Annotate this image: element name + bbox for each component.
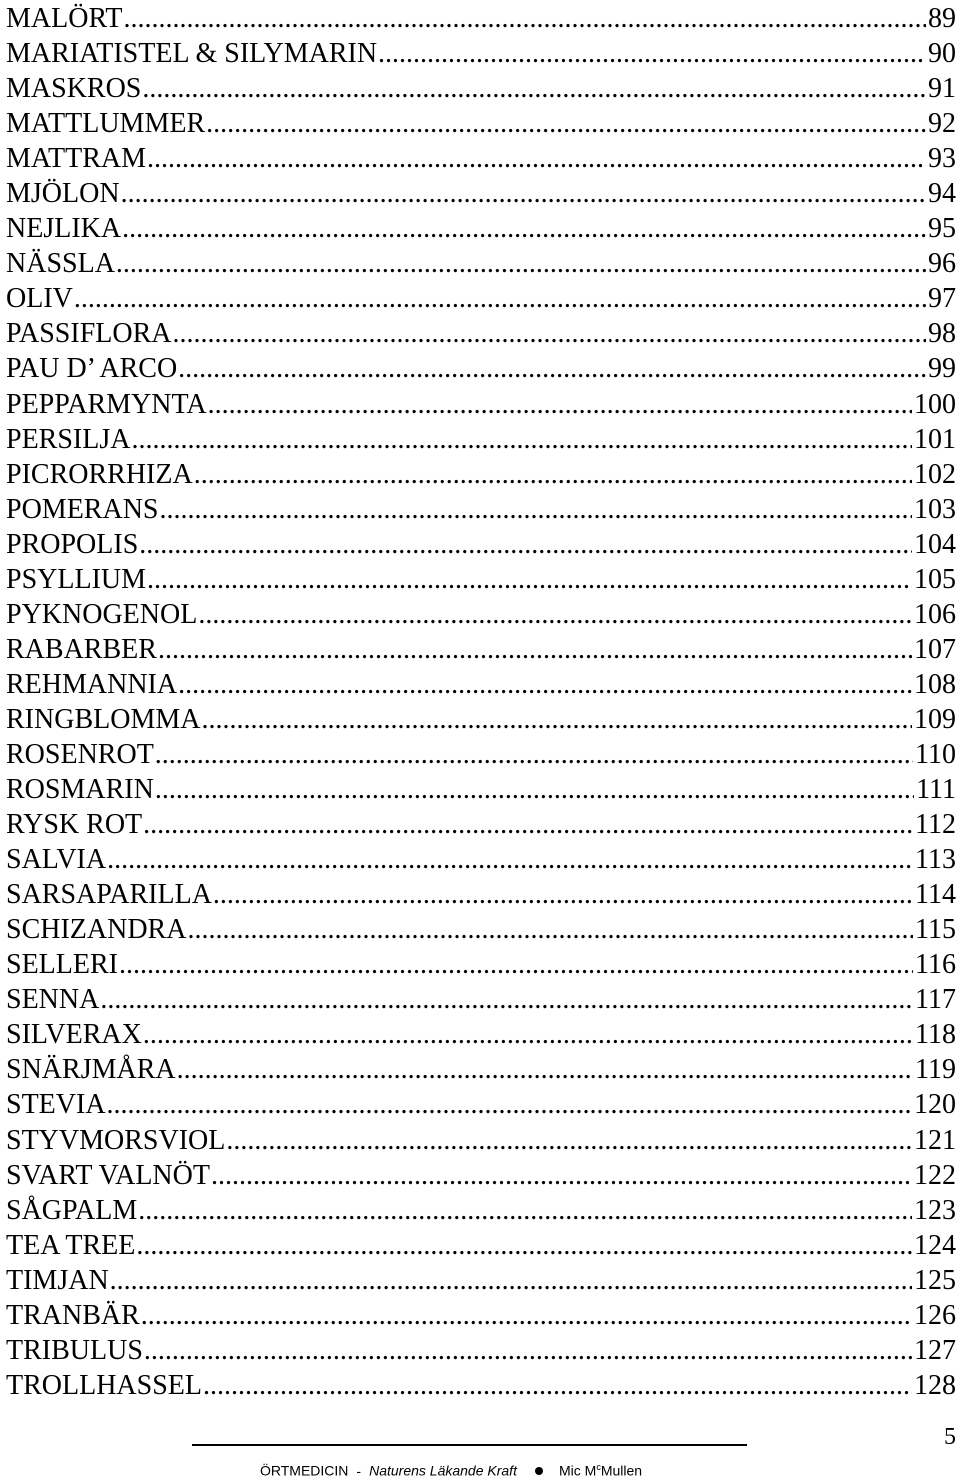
toc-entry-name: TROLLHASSEL xyxy=(6,1369,202,1401)
toc-entry[interactable] xyxy=(6,492,956,527)
toc-dot-leader xyxy=(139,527,912,562)
toc-entry-page: 115 xyxy=(915,914,956,946)
toc-entry-page: 110 xyxy=(915,738,956,770)
toc-dot-leader xyxy=(187,912,913,947)
toc-entry-name: SELLERI xyxy=(6,949,118,981)
toc-entry[interactable] xyxy=(6,71,956,106)
toc-entry-page: 122 xyxy=(914,1159,956,1191)
footer xyxy=(260,1458,642,1480)
toc-dot-leader xyxy=(121,176,926,211)
toc-entry[interactable] xyxy=(6,1017,956,1052)
toc-entry-page: 119 xyxy=(915,1054,956,1086)
toc-entry-page: 121 xyxy=(914,1124,956,1156)
toc-entry[interactable] xyxy=(6,912,956,947)
toc-entry[interactable] xyxy=(6,842,956,877)
toc-entry-name: SENNA xyxy=(6,984,100,1016)
toc-dot-leader xyxy=(158,632,912,667)
toc-entry[interactable] xyxy=(6,982,956,1017)
toc-entry-page: 128 xyxy=(914,1369,956,1401)
toc-entry-name: ROSENROT xyxy=(6,738,154,770)
toc-entry-name: TEA TREE xyxy=(6,1229,136,1261)
footer-author-superscript: c xyxy=(596,1462,601,1472)
toc-entry-name: NÄSSLA xyxy=(6,248,115,280)
toc-entry[interactable] xyxy=(6,1228,956,1263)
toc-entry-name: MATTLUMMER xyxy=(6,108,206,140)
toc-entry-name: MATTRAM xyxy=(6,143,147,175)
toc-entry[interactable] xyxy=(6,597,956,632)
toc-entry-name: PYKNOGENOL xyxy=(6,598,198,630)
toc-entry-page: 102 xyxy=(914,458,956,490)
toc-dot-leader xyxy=(155,772,914,807)
toc-entry[interactable] xyxy=(6,1263,956,1298)
toc-entry-page: 95 xyxy=(928,213,956,245)
toc-entry[interactable] xyxy=(6,632,956,667)
toc-entry-name: SARSAPARILLA xyxy=(6,879,212,911)
toc-entry-name: SVART VALNÖT xyxy=(6,1159,210,1191)
toc-dot-leader xyxy=(198,597,912,632)
toc-entry[interactable] xyxy=(6,772,956,807)
toc-dot-leader xyxy=(226,1123,912,1158)
toc-entry-name: RABARBER xyxy=(6,633,157,665)
toc-entry-name: PERSILJA xyxy=(6,423,131,455)
toc-entry[interactable] xyxy=(6,387,956,422)
toc-dot-leader xyxy=(147,141,926,176)
toc-entry-name: MALÖRT xyxy=(6,3,123,34)
toc-entry-name: REHMANNIA xyxy=(6,668,178,700)
toc-entry[interactable] xyxy=(6,1052,956,1087)
toc-entry-page: 112 xyxy=(915,809,956,841)
toc-entry-page: 97 xyxy=(928,283,956,315)
toc-entry-name: MARIATISTEL & SILYMARIN xyxy=(6,38,378,70)
toc-entry-name: SCHIZANDRA xyxy=(6,914,187,946)
toc-entry-page: 106 xyxy=(914,598,956,630)
toc-entry-name: TRANBÄR xyxy=(6,1299,140,1331)
toc-dot-leader xyxy=(159,492,912,527)
toc-entry-page: 101 xyxy=(914,423,956,455)
toc-entry[interactable] xyxy=(6,351,956,386)
footer-subtitle: Naturens Läkande Kraft xyxy=(369,1462,517,1479)
toc-entry[interactable] xyxy=(6,176,956,211)
toc-entry[interactable] xyxy=(6,1333,956,1368)
toc-entry-name: PEPPARMYNTA xyxy=(6,388,207,420)
toc-entry-page: 92 xyxy=(928,108,956,140)
footer-separator: - xyxy=(356,1462,362,1479)
page-number: 5 xyxy=(944,1424,956,1450)
bullet-icon xyxy=(535,1467,543,1475)
toc-entry-name: STYVMORSVIOL xyxy=(6,1124,226,1156)
toc-dot-leader xyxy=(143,807,913,842)
table-of-contents xyxy=(6,1,956,1403)
toc-entry-page: 107 xyxy=(914,633,956,665)
toc-entry-page: 98 xyxy=(928,318,956,350)
toc-entry-page: 90 xyxy=(928,38,956,70)
toc-dot-leader xyxy=(211,1158,912,1193)
toc-entry-page: 124 xyxy=(914,1229,956,1261)
toc-entry-name: PSYLLIUM xyxy=(6,563,147,595)
toc-entry[interactable] xyxy=(6,562,956,597)
toc-dot-leader xyxy=(172,316,926,351)
toc-entry-page: 96 xyxy=(928,248,956,280)
toc-dot-leader xyxy=(122,211,926,246)
toc-entry[interactable] xyxy=(6,457,956,492)
toc-dot-leader xyxy=(213,877,913,912)
toc-entry-page: 103 xyxy=(914,493,956,525)
toc-entry-name: RINGBLOMMA xyxy=(6,703,201,735)
toc-entry-page: 117 xyxy=(915,984,956,1016)
toc-entry[interactable] xyxy=(6,281,956,316)
toc-entry-page: 89 xyxy=(928,3,956,34)
footer-author-prefix: M xyxy=(584,1462,597,1479)
toc-entry[interactable] xyxy=(6,36,956,71)
toc-dot-leader xyxy=(378,36,926,71)
toc-dot-leader xyxy=(155,737,913,772)
toc-dot-leader xyxy=(107,1087,912,1122)
toc-entry-page: 113 xyxy=(915,844,956,876)
toc-dot-leader xyxy=(178,351,926,386)
toc-entry-page: 120 xyxy=(914,1089,956,1121)
toc-entry-name: TIMJAN xyxy=(6,1264,109,1296)
toc-dot-leader xyxy=(131,422,912,457)
toc-entry-name: MASKROS xyxy=(6,73,142,105)
toc-entry-name: SNÄRJMÅRA xyxy=(6,1054,176,1086)
toc-dot-leader xyxy=(208,387,912,422)
toc-entry-name: MJÖLON xyxy=(6,178,120,210)
toc-dot-leader xyxy=(147,562,912,597)
toc-entry-name: POMERANS xyxy=(6,493,159,525)
toc-entry-name: SILVERAX xyxy=(6,1019,142,1051)
toc-entry[interactable] xyxy=(6,106,956,141)
toc-entry-page: 123 xyxy=(914,1194,956,1226)
toc-entry[interactable] xyxy=(6,1193,956,1228)
toc-entry-page: 99 xyxy=(928,353,956,385)
footer-author-first: Mic xyxy=(558,1462,581,1479)
toc-dot-leader xyxy=(206,106,926,141)
toc-entry-page: 116 xyxy=(915,949,956,981)
toc-entry-page: 111 xyxy=(916,774,956,806)
toc-entry[interactable] xyxy=(6,1087,956,1122)
toc-entry[interactable] xyxy=(6,667,956,702)
toc-entry[interactable] xyxy=(6,211,956,246)
toc-dot-leader xyxy=(203,1368,912,1403)
toc-dot-leader xyxy=(201,702,912,737)
toc-dot-leader xyxy=(177,1052,913,1087)
toc-entry[interactable] xyxy=(6,141,956,176)
toc-entry[interactable] xyxy=(6,807,956,842)
toc-entry-name: PICRORRHIZA xyxy=(6,458,193,490)
toc-entry-name: TRIBULUS xyxy=(6,1334,143,1366)
footer-author-last: Mullen xyxy=(600,1462,643,1479)
toc-dot-leader xyxy=(144,1333,912,1368)
toc-entry-name: SALVIA xyxy=(6,844,107,876)
toc-entry-page: 125 xyxy=(914,1264,956,1296)
toc-dot-leader xyxy=(74,281,926,316)
toc-entry-name: PASSIFLORA xyxy=(6,318,172,350)
toc-dot-leader xyxy=(138,1193,912,1228)
toc-dot-leader xyxy=(110,1263,912,1298)
toc-entry-page: 104 xyxy=(914,528,956,560)
toc-dot-leader xyxy=(178,667,912,702)
toc-entry-name: SÅGPALM xyxy=(6,1194,138,1226)
toc-entry[interactable] xyxy=(6,1123,956,1158)
toc-entry-page: 109 xyxy=(914,703,956,735)
toc-dot-leader xyxy=(141,1298,912,1333)
toc-entry[interactable] xyxy=(6,1,956,36)
toc-dot-leader xyxy=(142,71,926,106)
toc-entry-page: 100 xyxy=(914,388,956,420)
toc-entry-page: 91 xyxy=(928,73,956,105)
toc-entry-page: 127 xyxy=(914,1334,956,1366)
footer-title: ÖRTMEDICIN xyxy=(260,1462,349,1479)
toc-entry[interactable] xyxy=(6,947,956,982)
toc-dot-leader xyxy=(143,1017,913,1052)
toc-dot-leader xyxy=(194,457,912,492)
toc-entry[interactable] xyxy=(6,737,956,772)
toc-entry-page: 94 xyxy=(928,178,956,210)
toc-entry-page: 126 xyxy=(914,1299,956,1331)
toc-entry[interactable] xyxy=(6,246,956,281)
toc-entry-name: NEJLIKA xyxy=(6,213,122,245)
toc-entry[interactable] xyxy=(6,422,956,457)
toc-entry[interactable] xyxy=(6,1298,956,1333)
toc-entry[interactable] xyxy=(6,527,956,562)
toc-entry[interactable] xyxy=(6,877,956,912)
toc-entry[interactable] xyxy=(6,1158,956,1193)
toc-dot-leader xyxy=(107,842,913,877)
toc-entry[interactable] xyxy=(6,316,956,351)
toc-entry-name: STEVIA xyxy=(6,1089,106,1121)
toc-dot-leader xyxy=(119,947,913,982)
toc-entry-name: ROSMARIN xyxy=(6,774,154,806)
toc-entry-name: PAU D’ ARCO xyxy=(6,353,178,385)
toc-entry[interactable] xyxy=(6,702,956,737)
toc-entry-name: RYSK ROT xyxy=(6,809,143,841)
toc-entry[interactable] xyxy=(6,1368,956,1403)
toc-dot-leader xyxy=(100,982,913,1017)
toc-dot-leader xyxy=(116,246,926,281)
toc-entry-page: 105 xyxy=(914,563,956,595)
toc-entry-page: 114 xyxy=(915,879,956,911)
toc-entry-name: PROPOLIS xyxy=(6,528,139,560)
toc-dot-leader xyxy=(136,1228,912,1263)
footer-divider xyxy=(192,1444,747,1446)
toc-entry-page: 93 xyxy=(928,143,956,175)
toc-entry-name: OLIV xyxy=(6,283,73,315)
toc-entry-page: 118 xyxy=(915,1019,956,1051)
toc-dot-leader xyxy=(124,1,926,36)
toc-entry-page: 108 xyxy=(914,668,956,700)
